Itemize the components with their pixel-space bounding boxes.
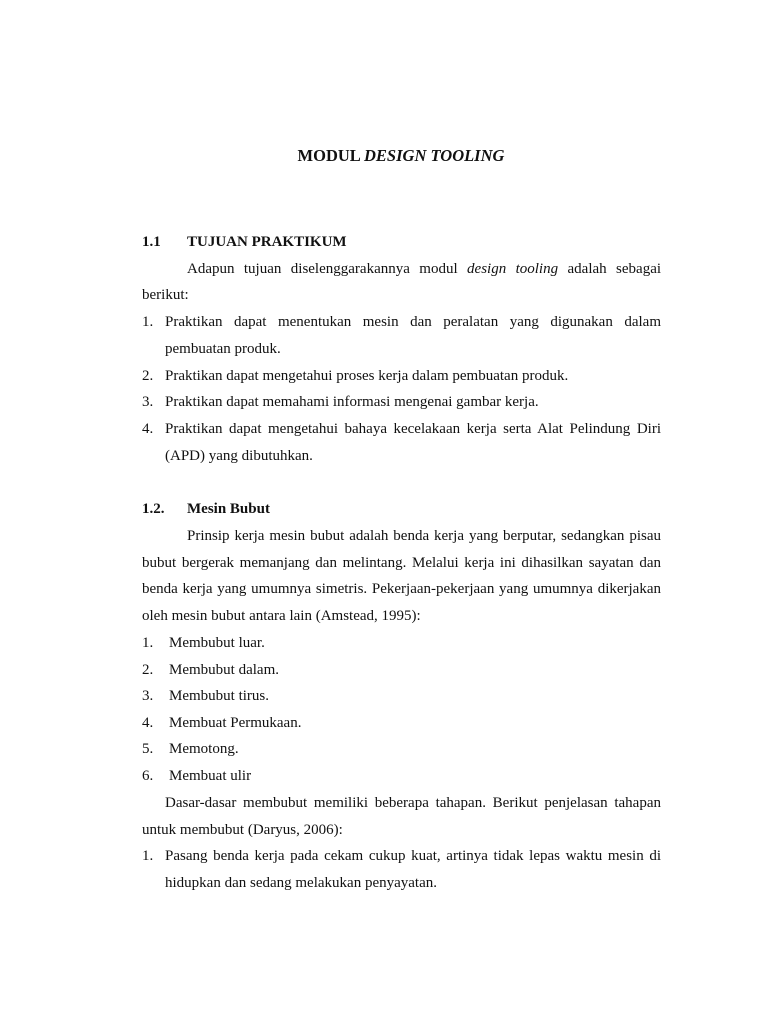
paragraph-line: untuk membubut (Daryus, 2006): [142,822,343,838]
list-item-number: 2. [142,368,154,384]
list-item-number: 3. [142,394,154,410]
title-prefix: MODUL [297,146,360,165]
list-item-continuation: pembuatan produk. [165,341,281,357]
list-item: Membubut tirus. [169,688,269,704]
list-item: Praktikan dapat mengetahui proses kerja dalam pembuatan produk. [165,368,569,384]
section-1-heading: TUJUAN PRAKTIKUM [187,234,347,250]
list-item-number: 2. [142,662,154,678]
list-item-number: 1. [142,635,154,651]
section-2-number: 1.2. [142,501,165,517]
section-1-intro-line2: berikut: [142,287,189,303]
list-item: Praktikan dapat mengetahui bahaya kecelakaan kerja serta Alat Pelindung Diri [165,421,661,437]
list-item-number: 1. [142,314,154,330]
list-item-number: 3. [142,688,154,704]
list-item: Membubut dalam. [169,662,279,678]
list-item-continuation: hidupkan dan sedang melakukan penyayatan. [165,875,437,891]
list-item: Praktikan dapat memahami informasi mengenai gambar kerja. [165,394,539,410]
list-item-number: 6. [142,768,154,784]
list-item-number: 5. [142,741,154,757]
page-title [0,145,768,167]
list-item: Praktikan dapat menentukan mesin dan peralatan yang digunakan dalam [165,314,661,330]
list-item: Memotong. [169,741,239,757]
list-item-continuation: (APD) yang dibutuhkan. [165,448,313,464]
paragraph-line: Prinsip kerja mesin bubut adalah benda kerja yang berputar, sedangkan pisau [187,528,661,544]
list-item-number: 1. [142,848,154,864]
list-item: Membubut luar. [169,635,265,651]
section-1-number: 1.1 [142,234,161,250]
section-1-intro: Adapun tujuan diselenggarakannya modul design tooling adalah sebagai [187,261,661,277]
paragraph-line: bubut bergerak memanjang dan melintang. Melalui kerja ini dihasilkan sayatan dan [142,555,661,571]
paragraph-line: Dasar-dasar membubut memiliki beberapa tahapan. Berikut penjelasan tahapan [165,795,661,811]
list-item: Pasang benda kerja pada cekam cukup kuat, artinya tidak lepas waktu mesin di [165,848,661,864]
paragraph-line: oleh mesin bubut antara lain (Amstead, 1995): [142,608,421,624]
list-item-number: 4. [142,421,154,437]
intro-italic-term: design tooling [467,261,559,277]
title-italic: DESIGN TOOLING [364,146,505,165]
list-item: Membuat Permukaan. [169,715,302,731]
section-2-heading: Mesin Bubut [187,501,270,517]
paragraph-line: benda kerja yang umumnya simetris. Pekerjaan-pekerjaan yang umumnya dikerjakan [142,581,661,597]
list-item-number: 4. [142,715,154,731]
list-item: Membuat ulir [169,768,252,784]
